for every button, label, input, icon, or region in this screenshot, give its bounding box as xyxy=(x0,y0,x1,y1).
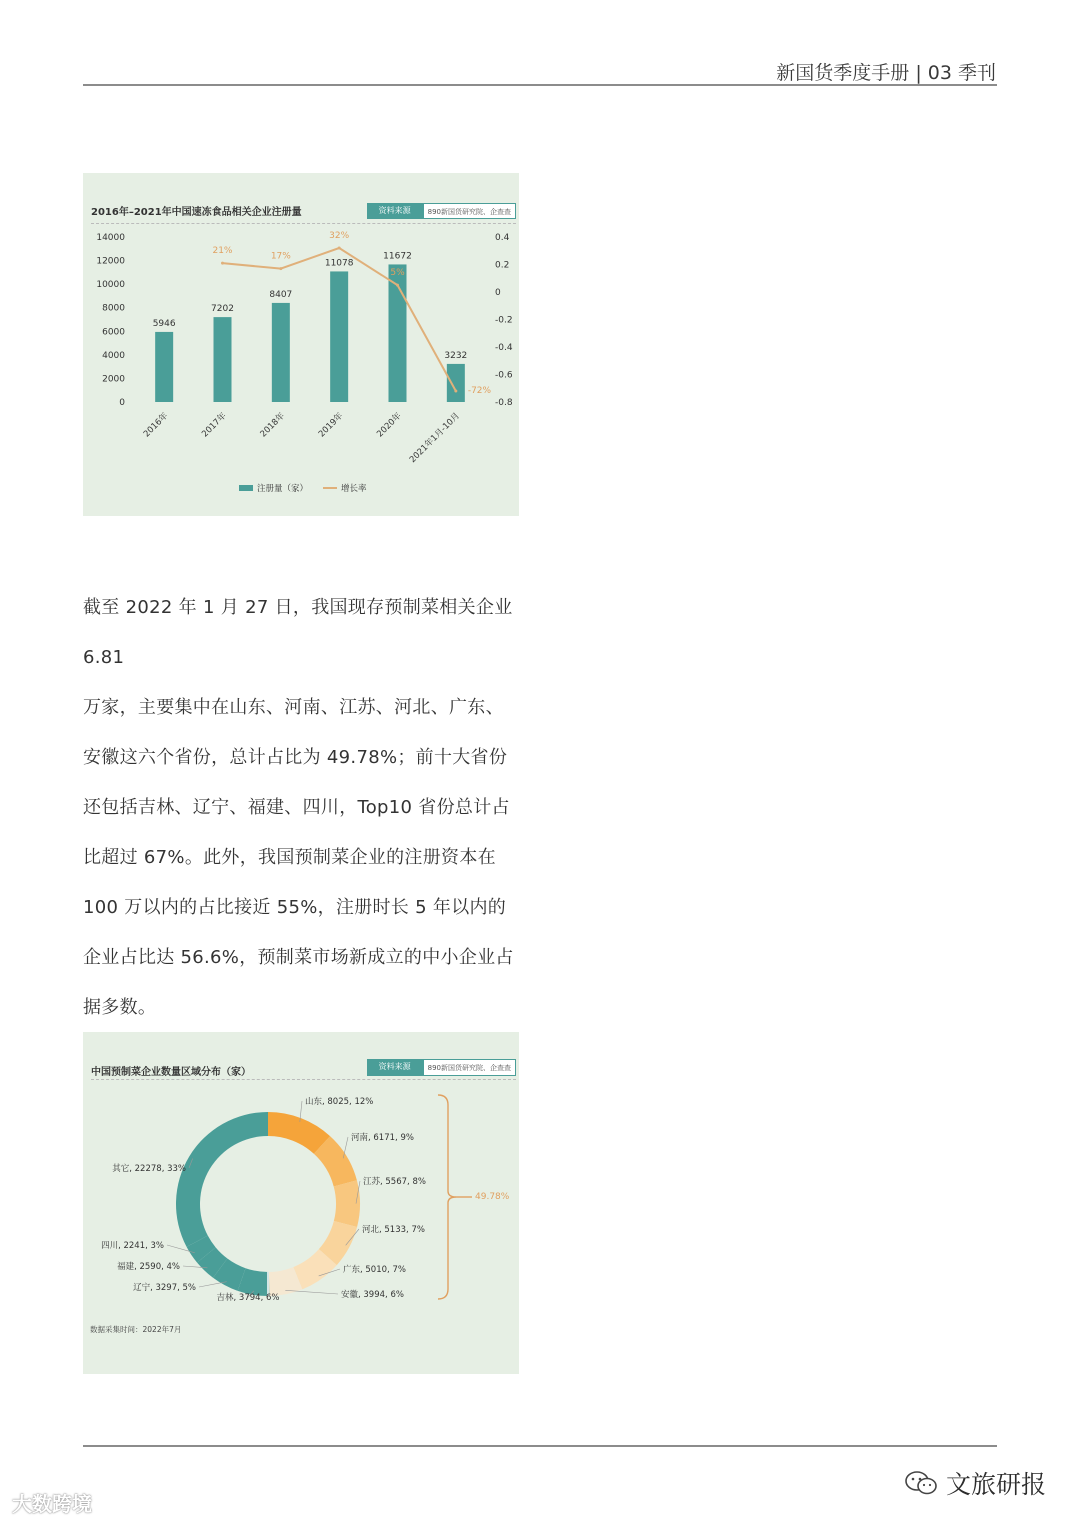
watermark-left xyxy=(12,1488,92,1517)
watermark-right-text: 文旅研报 xyxy=(945,1470,1046,1499)
bar-value-label: 3232 xyxy=(444,350,468,361)
growth-label: 21% xyxy=(212,246,233,257)
bar-value-label: 7202 xyxy=(211,304,234,315)
chart2-source-label: 资料来源 xyxy=(367,1059,423,1076)
growth-point xyxy=(279,267,282,270)
slice-label: 吉林, 3794, 6% xyxy=(216,1293,280,1303)
x-tick-label: 2021年1月-10月 xyxy=(407,411,462,466)
top6-bracket xyxy=(438,1095,456,1299)
y-left-tick-label: 10000 xyxy=(96,280,125,291)
slice-label: 四川, 2241, 3% xyxy=(101,1241,164,1251)
y-left-tick-label: 8000 xyxy=(102,303,125,314)
paragraph-line: 截至 2022 年 1 月 27 日，我国现存预制菜相关企业 6.81 xyxy=(83,597,513,668)
growth-point xyxy=(338,247,341,250)
chart1-title: 2016年–2021年中国速冻食品相关企业注册量 xyxy=(91,207,302,218)
wechat-icon xyxy=(904,1470,940,1496)
slice-label: 山东, 8025, 12% xyxy=(305,1097,374,1107)
slice-label: 辽宁, 3297, 5% xyxy=(133,1283,196,1293)
y-left-tick-label: 0 xyxy=(119,398,125,408)
bar-2018年 xyxy=(272,303,290,402)
slice-label: 河南, 6171, 9% xyxy=(351,1133,414,1143)
paragraph-line: 据多数。 xyxy=(83,997,157,1018)
slice-label: 福建, 2590, 4% xyxy=(117,1262,180,1272)
paragraph-line: 100 万以内的占比接近 55%，注册时长 5 年以内的 xyxy=(83,897,507,918)
bar-2019年 xyxy=(330,271,348,402)
slice-label: 其它, 22278, 33% xyxy=(112,1164,186,1174)
watermark-right xyxy=(904,1465,1046,1501)
bar-2021年1月-10月 xyxy=(447,364,465,402)
x-tick-label: 2019年 xyxy=(316,411,346,440)
registration-combo-chart xyxy=(83,173,519,516)
y-left-tick-label: 12000 xyxy=(96,256,125,267)
growth-label: 17% xyxy=(270,251,291,262)
y-left-tick-label: 14000 xyxy=(96,233,125,243)
paragraph-line: 万家，主要集中在山东、河南、江苏、河北、广东、 xyxy=(83,697,504,718)
bar-value-label: 11672 xyxy=(383,251,412,262)
paragraph-line: 安徽这六个省份，总计占比为 49.78%；前十大省份 xyxy=(83,747,508,768)
growth-label: 5% xyxy=(390,268,405,279)
chart1-source-text: 890新国货研究院、企查查 xyxy=(423,203,516,219)
leader-line xyxy=(199,1282,227,1287)
body-paragraph xyxy=(83,583,523,1033)
y-right-tick-label: -0.4 xyxy=(495,343,513,353)
growth-point xyxy=(454,390,457,393)
x-tick-label: 2016年 xyxy=(141,411,171,440)
y-right-tick-label: -0.2 xyxy=(495,315,513,326)
registration-chart-card xyxy=(83,173,519,516)
paragraph-line: 企业占比达 56.6%，预制菜市场新成立的中小企业占 xyxy=(83,947,514,968)
legend-line-label: 增长率 xyxy=(341,484,367,494)
slice-label: 江苏, 5567, 8% xyxy=(363,1177,426,1187)
watermark-left-text: 大数跨境 xyxy=(12,1492,92,1516)
legend-bar-label: 注册量（家） xyxy=(257,484,309,494)
slice-label: 安徽, 3994, 6% xyxy=(341,1290,404,1300)
region-donut-chart xyxy=(83,1032,519,1374)
bracket-total-label: 49.78% xyxy=(475,1192,510,1202)
paragraph-line: 还包括吉林、辽宁、福建、四川，Top10 省份总计占 xyxy=(83,797,510,818)
growth-label: 32% xyxy=(329,231,350,241)
y-left-tick-label: 4000 xyxy=(102,350,125,361)
chart2-title: 中国预制菜企业数量区域分布（家） xyxy=(91,1067,251,1078)
x-tick-label: 2017年 xyxy=(200,411,229,440)
paragraph-line: 比超过 67%。此外，我国预制菜企业的注册资本在 xyxy=(83,847,496,868)
bar-2017年 xyxy=(214,317,232,402)
growth-point xyxy=(221,262,224,265)
y-left-tick-label: 6000 xyxy=(102,327,125,338)
growth-point xyxy=(396,284,399,287)
legend-bar-swatch xyxy=(239,485,253,491)
bar-value-label: 5946 xyxy=(152,318,176,329)
footer-divider xyxy=(83,1445,997,1447)
y-right-tick-label: -0.6 xyxy=(495,370,513,381)
chart1-source-label: 资料来源 xyxy=(367,203,423,219)
growth-label: -72% xyxy=(467,386,492,396)
y-left-tick-label: 2000 xyxy=(102,374,125,385)
y-right-tick-label: 0.4 xyxy=(495,233,510,243)
y-right-tick-label: -0.8 xyxy=(495,398,513,408)
slice-其它 xyxy=(176,1112,268,1247)
x-tick-label: 2018年 xyxy=(258,411,287,440)
chart2-source-text: 890新国货研究院、企查查 xyxy=(423,1059,516,1076)
bar-2016年 xyxy=(155,332,173,402)
region-donut-card xyxy=(83,1032,519,1374)
bar-value-label: 11078 xyxy=(324,258,354,269)
slice-label: 河北, 5133, 7% xyxy=(362,1225,425,1235)
y-right-tick-label: 0 xyxy=(495,288,501,298)
bar-value-label: 8407 xyxy=(269,289,293,300)
chart2-footnote: 数据采集时间：2022年7月 xyxy=(90,1325,182,1334)
y-right-tick-label: 0.2 xyxy=(495,260,510,271)
header-divider xyxy=(83,84,997,86)
x-tick-label: 2020年 xyxy=(375,411,404,440)
page-header-title: 新国货季度手册 | 03 季刊 xyxy=(776,62,996,84)
slice-label: 广东, 5010, 7% xyxy=(343,1265,406,1275)
